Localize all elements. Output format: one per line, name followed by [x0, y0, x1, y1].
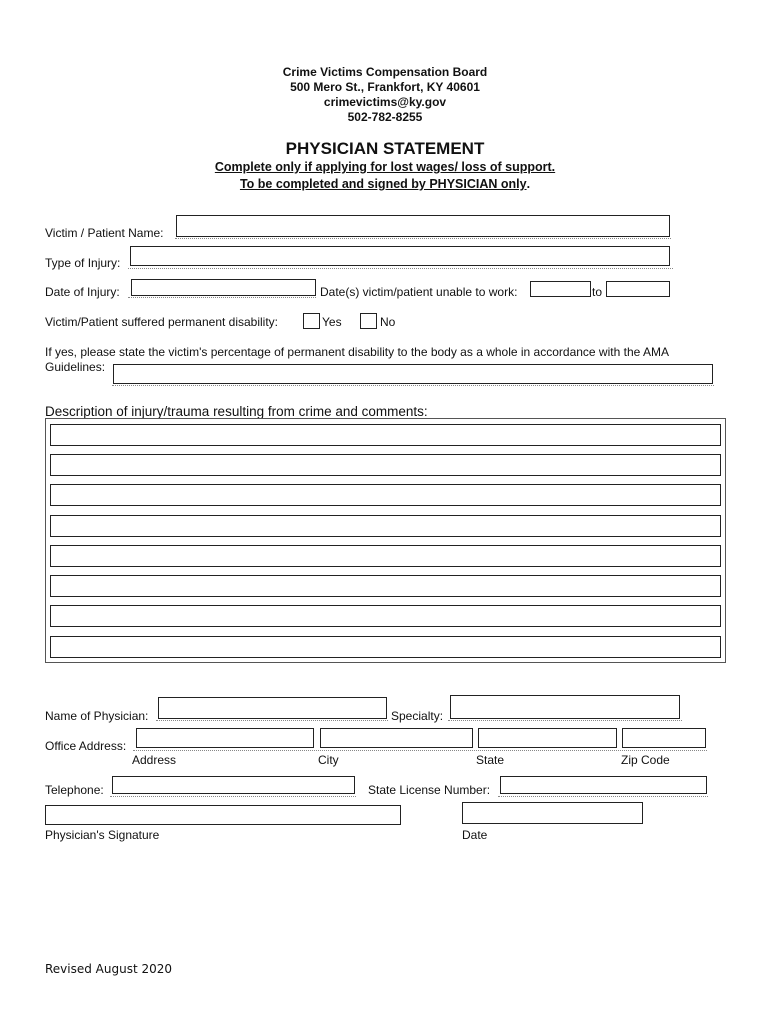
yes-label: Yes	[322, 315, 342, 329]
city-caption: City	[318, 753, 339, 767]
org-name: Crime Victims Compensation Board	[282, 65, 488, 79]
office-address-label: Office Address:	[45, 739, 127, 753]
telephone-label: Telephone:	[45, 783, 104, 797]
specialty-underline	[448, 720, 682, 721]
guidelines-underline	[112, 385, 714, 386]
state-caption: State	[476, 753, 505, 767]
injury-type-underline	[128, 268, 673, 269]
description-line-4[interactable]	[50, 515, 721, 537]
telephone-input[interactable]	[112, 776, 355, 794]
yes-checkbox[interactable]	[303, 313, 320, 329]
injury-date-label: Date of Injury:	[45, 285, 120, 299]
injury-date-input[interactable]	[131, 279, 316, 296]
subtitle-period: .	[526, 177, 531, 191]
org-address: 500 Mero St., Frankfort, KY 40601	[290, 80, 480, 94]
address-caption: Address	[132, 753, 177, 767]
description-line-7[interactable]	[50, 605, 721, 627]
signature-input[interactable]	[45, 805, 401, 825]
injury-type-label: Type of Injury:	[45, 256, 121, 270]
victim-name-input[interactable]	[176, 215, 670, 237]
disability-label: Victim/Patient suffered permanent disability:	[45, 315, 279, 329]
specialty-label: Specialty:	[391, 709, 444, 723]
description-line-1[interactable]	[50, 424, 721, 446]
description-line-3[interactable]	[50, 484, 721, 506]
org-email: crimevictims@ky.gov	[323, 95, 447, 109]
unable-to-input[interactable]	[606, 281, 670, 297]
to-label: to	[592, 285, 603, 299]
zip-input[interactable]	[622, 728, 706, 748]
date-caption: Date	[462, 828, 488, 842]
no-label: No	[380, 315, 396, 329]
state-input[interactable]	[478, 728, 617, 748]
specialty-input[interactable]	[450, 695, 680, 719]
description-line-5[interactable]	[50, 545, 721, 567]
signature-date-input[interactable]	[462, 802, 643, 824]
office-address-underline	[133, 750, 707, 751]
unable-dates-label: Date(s) victim/patient unable to work:	[320, 285, 518, 299]
no-checkbox[interactable]	[360, 313, 377, 329]
subtitle-physician-only-text: To be completed and signed by PHYSICIAN only	[239, 177, 527, 191]
unable-from-input[interactable]	[530, 281, 591, 297]
injury-date-underline	[128, 297, 316, 298]
physician-name-underline	[156, 720, 388, 721]
guidelines-label: Guidelines:	[45, 360, 106, 374]
subtitle-lost-wages: Complete only if applying for lost wages/ loss of support.	[214, 160, 556, 174]
injury-type-input[interactable]	[130, 246, 670, 266]
percentage-instructions: If yes, please state the victim's percentage of permanent disability to the body as a whole in accordance with the AMA	[45, 345, 669, 359]
telephone-underline	[110, 796, 356, 797]
description-label: Description of injury/trauma resulting from crime and comments:	[45, 404, 428, 419]
org-phone: 502-782-8255	[347, 110, 423, 124]
signature-caption: Physician's Signature	[45, 828, 160, 842]
zip-caption: Zip Code	[621, 753, 670, 767]
license-label: State License Number:	[368, 783, 491, 797]
guidelines-input[interactable]	[113, 364, 713, 384]
victim-name-underline	[175, 238, 671, 239]
page-title: PHYSICIAN STATEMENT	[285, 139, 485, 158]
address-input[interactable]	[136, 728, 314, 748]
subtitle-physician-only	[0, 177, 770, 191]
revision-footer: Revised August 2020	[45, 962, 173, 976]
description-line-6[interactable]	[50, 575, 721, 597]
license-input[interactable]	[500, 776, 707, 794]
victim-name-label: Victim / Patient Name:	[45, 226, 164, 240]
city-input[interactable]	[320, 728, 473, 748]
description-line-8[interactable]	[50, 636, 721, 658]
physician-name-label: Name of Physician:	[45, 709, 149, 723]
description-line-2[interactable]	[50, 454, 721, 476]
physician-name-input[interactable]	[158, 697, 387, 719]
license-underline	[498, 796, 708, 797]
